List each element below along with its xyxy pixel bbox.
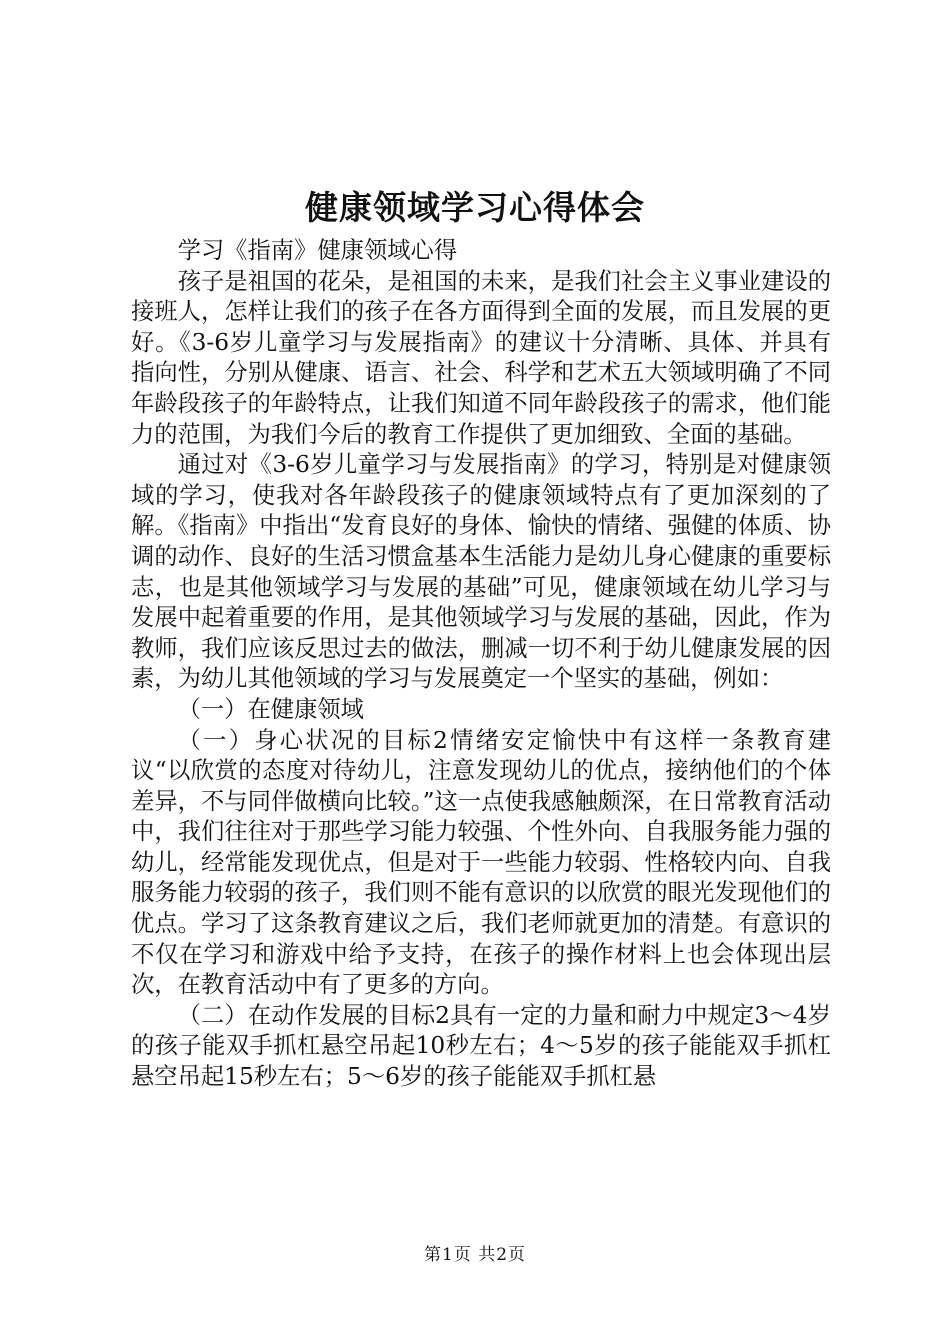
page-number-footer: 第1页 共2页 (423, 1245, 527, 1265)
body-paragraph: 孩子是祖国的花朵，是祖国的未来，是我们社会主义事业建设的接班人，怎样让我们的孩子在各方面得到全面的发展，而且发展的更好。《3-6岁儿童学习与发展指南》的建议十分清晰、具体、并具有指向性，分别从健康、语言、社会、科学和艺术五大领域明确了不同年龄段孩子的年龄特点，让我们知道不同年龄段孩子的需求，他们能力的范围，为我们今后的教育工作提供了更加细致、全面的基础。 (131, 267, 831, 448)
document-title: 健康领域学习心得体会 (305, 188, 645, 227)
body-paragraph: 通过对《3-6岁儿童学习与发展指南》的学习，特别是对健康领域的学习，使我对各年龄段孩子的健康领域特点有了更加深刻的了解。《指南》中指出“发育良好的身体、愉快的情绪、强健的体质、协调的动作、良好的生活习惯盒基本生活能力是幼儿身心健康的重要标志，也是其他领域学习与发展的基础”可见，健康领域在幼儿学习与发展中起着重要的作用，是其他领域学习与发展的基础，因此，作为教师，我们应该反思过去的做法，删减一切不利于幼儿健康发展的因素，为幼儿其他领域的学习与发展奠定一个坚实的基础，例如： (131, 451, 831, 693)
section-heading: （一）在健康领域 (177, 695, 364, 723)
body-paragraph: （二）在动作发展的目标2具有一定的力量和耐力中规定3～4岁的孩子能双手抓杠悬空吊起10秒左右；4～5岁的孩子能能双手抓杠悬空吊起15秒左右；5～6岁的孩子能能双手抓杠悬 (131, 1001, 831, 1091)
document-body (131, 236, 831, 1093)
body-paragraph: （一）身心状况的目标2情绪安定愉快中有这样一条教育建议“以欣赏的态度对待幼儿，注意发现幼儿的优点，接纳他们的个体差异，不与同伴做横向比较。”这一点使我感触颇深，在日常教育活动中，我们往往对于那些学习能力较强、个性外向、自我服务能力强的幼儿，经常能发现优点，但是对于一些能力较弱、性格较内向、自我服务能力较弱的孩子，我们则不能有意识的以欣赏的眼光发现他们的优点。学习了这条教育建议之后，我们老师就更加的清楚。有意识的不仅在学习和游戏中给予支持，在孩子的操作材料上也会体现出层次，在教育活动中有了更多的方向。 (131, 726, 831, 999)
subtitle-paragraph: 学习《指南》健康领域心得 (177, 237, 458, 264)
